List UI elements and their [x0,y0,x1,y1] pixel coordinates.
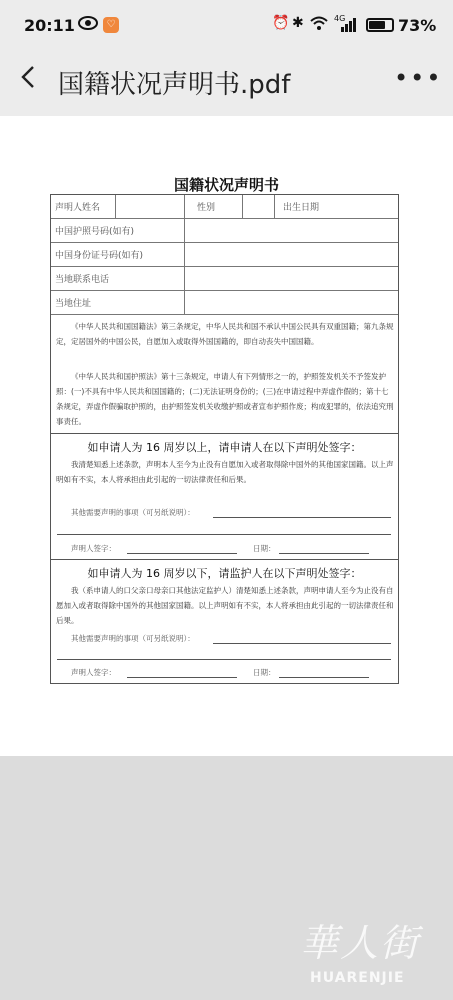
phone-field[interactable] [185,267,398,290]
form-row-address [51,291,398,315]
alarm-icon: ⏰ [272,15,290,31]
address-field[interactable] [185,291,398,314]
status-bar [0,0,453,52]
minor-date-label: 日期： [253,668,276,677]
more-options-icon[interactable]: ••• [394,64,443,92]
section-divider-2 [51,559,398,560]
wifi-icon [309,15,329,35]
app-badge-icon: ♡ [103,17,119,33]
id-card-label: 中国身份证号码(如有) [51,243,185,266]
passport-field[interactable] [185,219,398,242]
adult-statement: 我清楚知悉上述条款，声明本人至今为止没有自愿加入或者取得除中国外的其他国家国籍。以上声明如有不实，本人将承担由此引起的一切法律责任和后果。 [56,460,394,484]
adult-date-line[interactable] [279,553,369,554]
id-card-field[interactable] [185,243,398,266]
gender-field[interactable] [243,195,275,218]
section-divider [51,433,398,434]
minor-other-label: 其他需要声明的事项（可另纸说明）： [71,634,195,643]
network-type: 4G [334,14,346,23]
minor-signature-line[interactable] [127,677,237,678]
adult-other-line-2[interactable] [57,534,391,535]
minor-section-heading: 如申请人为 16 周岁以下，请监护人在以下声明处签字： [87,567,362,580]
phone-label: 当地联系电话 [51,267,185,290]
declaration-form [50,194,399,684]
watermark-en: HUARENJIE [310,970,405,986]
minor-other-line-2[interactable] [57,659,391,660]
form-row-id [51,243,398,267]
back-arrow-icon[interactable] [14,62,48,96]
minor-date-line[interactable] [279,677,369,678]
battery-icon [366,18,394,32]
app-bar [0,52,453,114]
form-row-phone [51,267,398,291]
pdf-page[interactable] [0,116,453,756]
law-paragraph-nationality: 《中华人民共和国国籍法》第三条规定，中华人民共和国不承认中国公民具有双重国籍；第九条规定，定居国外的中国公民，自愿加入或取得外国国籍的，即自动丧失中国国籍。 [56,322,394,346]
adult-other-line[interactable] [213,517,391,518]
law-paragraph-passport: 《中华人民共和国护照法》第十三条规定，申请人有下列情形之一的，护照签发机关不予签发护照：(一)不具有中华人民共和国国籍的；(二)无法证明身份的；(三)在申请过程中弄虚作假的；第十七条规定，弄虚作假骗取护照的，由护照签发机关收缴护照或者宣布护照作废；构成犯罪的，依法追究刑事责任。 [56,372,394,426]
adult-date-label: 日期： [253,544,276,553]
name-field[interactable] [116,195,185,218]
address-label: 当地住址 [51,291,185,314]
bluetooth-icon: ✱ [292,15,304,31]
document-filename: 国籍状况声明书.pdf [58,70,291,100]
form-row-name [51,195,398,219]
minor-statement: 我（系申请人的口父亲口母亲口其他法定监护人）清楚知悉上述条款，声明申请人至今为止没有自愿加入或者取得除中国外的其他国家国籍。以上声明如有不实，本人将承担由此引起的一切法律责任和后果。 [56,586,394,625]
minor-other-line[interactable] [213,643,391,644]
passport-label: 中国护照号码(如有) [51,219,185,242]
battery-percent: 73% [398,16,437,35]
eye-icon [78,15,98,35]
form-row-passport [51,219,398,243]
watermark-logo [300,912,450,992]
name-label: 声明人姓名 [51,195,116,218]
signal-icon [340,16,358,36]
watermark-cn: 華人街 [300,921,421,965]
minor-sign-label: 声明人签字： [71,668,116,677]
birth-date-label: 出生日期 [283,203,320,213]
adult-signature-line[interactable] [127,553,237,554]
adult-other-label: 其他需要声明的事项（可另纸说明）： [71,508,195,517]
document-title: 国籍状况声明书 [173,176,279,194]
status-time: 20:11 [24,16,75,35]
adult-section-heading: 如申请人为 16 周岁以上，请申请人在以下声明处签字： [87,441,362,454]
gender-label: 性别 [185,195,243,218]
adult-sign-label: 声明人签字： [71,544,116,553]
